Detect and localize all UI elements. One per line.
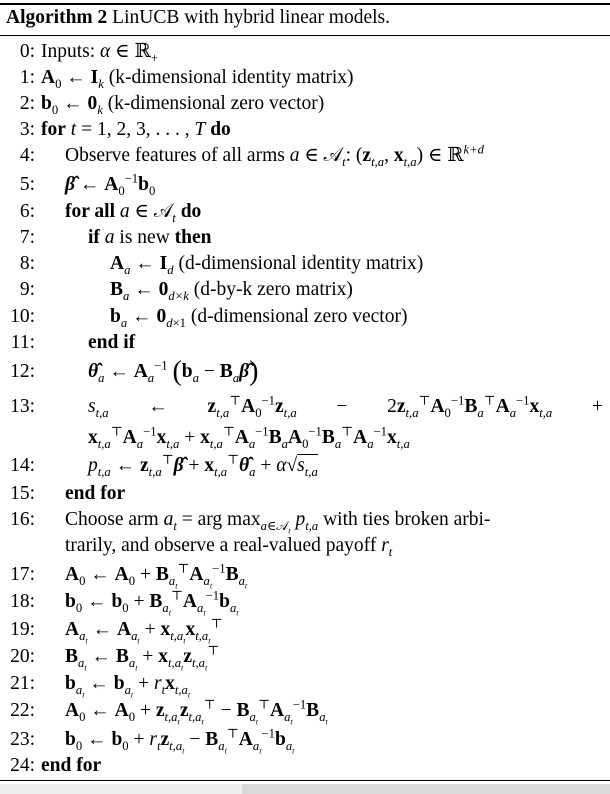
line-number: 6:	[19, 201, 35, 222]
algo-line-13-cont	[0, 425, 610, 451]
algo-line-10	[0, 304, 610, 330]
line-body: $B_{a_t}$ ← $B_{a_t} + x_{t,a_t}z_{t,a_t}^⊤$	[65, 643, 220, 673]
algo-line-24	[0, 753, 610, 779]
line-body: $A_0$ ← $A_0 + z_{t,a_t}z_{t,a_t}^⊤ - B_{a_t}^⊤A_{a_t}^{-1}B_{a_t}$	[65, 697, 328, 727]
algo-line-8	[0, 251, 610, 277]
line-number: 18:	[10, 591, 35, 612]
algo-line-6	[0, 199, 610, 225]
line-number: 9:	[19, 279, 35, 300]
observe-text: Observe features of all arms	[65, 145, 285, 166]
caption-rule	[0, 35, 610, 36]
line-number: 15:	[10, 483, 35, 504]
kw-for-all: for all	[65, 201, 116, 222]
algo-line-12	[0, 356, 610, 388]
algo-line-17	[0, 561, 610, 591]
kw-for: for	[41, 119, 66, 140]
kw-then: then	[174, 227, 212, 248]
kw-end-for-final: end for	[41, 755, 102, 776]
algo-line-9	[0, 277, 610, 303]
line-body: $b_0$ ← $0_k$ (k-dimensional zero vector)	[41, 93, 325, 117]
kw-do: do	[180, 201, 202, 222]
algo-line-4	[0, 143, 610, 169]
line-body: $x_{t,a}^⊤A_a^{-1}x_{t,a} + x_{t,a}^⊤A_a^{-1}B_aA_0^{-1}B_a^⊤A_a^{-1}x_{t,a}$	[88, 424, 410, 451]
line-number: 21:	[10, 673, 35, 694]
line-number: 1:	[19, 67, 35, 88]
line-body: $A_{a_t}$ ← $A_{a_t} + x_{t,a_t}x_{t,a_t}^⊤$	[65, 616, 223, 646]
identity-note: (k-dimensional identity matrix)	[108, 67, 354, 88]
d-zero-note: (d-dimensional zero vector)	[190, 306, 408, 327]
algo-line-20	[0, 643, 610, 673]
line-body: $s_{t,a}$ ← $z_{t,a}^⊤A_0^{-1}z_{t,a}$ − $2z_{t,a}^⊤A_0^{-1}B_a^⊤A_a^{-1}x_{t,a}$ +	[88, 393, 603, 420]
line-body: $b_a$ ← $0_{d\times 1}$ (d-dimensional zero vector)	[110, 306, 408, 330]
algorithm-caption	[6, 7, 390, 29]
algo-line-7	[0, 225, 610, 251]
caption-label: Algorithm 2	[6, 7, 108, 28]
algo-line-18	[0, 588, 610, 618]
algo-line-14	[0, 453, 610, 479]
line-body: $b_0$ ← $b_0 + r_tz_{t,a_t} - B_{a_t}^⊤A_{a_t}^{-1}b_{a_t}$	[65, 726, 295, 756]
bottom-strip-dark	[242, 784, 610, 794]
line-body: β̂ ← $A_0^{-1}b_0$	[65, 171, 156, 198]
line-number: 4:	[19, 145, 35, 166]
line-body: $A_a$ ← $I_d$ (d-dimensional identity matrix)	[110, 253, 424, 277]
inputs-label: Inputs:	[41, 41, 96, 62]
line-body: for t = 1, 2, 3, . . . , T do	[41, 119, 231, 140]
line-number: 5:	[19, 174, 35, 195]
kw-do: do	[210, 119, 231, 140]
line-number: 0:	[19, 41, 35, 62]
line-number: 2:	[19, 93, 35, 114]
line-number: 8:	[19, 253, 35, 274]
line-body: $b_{a_t}$ ← $b_{a_t} + r_tx_{t,a_t}$	[65, 673, 191, 700]
algo-line-16-cont	[0, 533, 610, 559]
bottom-rule	[0, 780, 610, 781]
trarily-text: trarily, and observe a real-valued payoff	[65, 535, 377, 556]
algo-line-1	[0, 65, 610, 91]
caption-text: LinUCB with hybrid linear models.	[112, 7, 391, 28]
line-body: $B_a$ ← $0_{d\times k}$ (d-by-k zero matrix)	[110, 279, 353, 303]
choose-text: Choose arm	[65, 509, 159, 530]
line-number: 24:	[10, 755, 35, 776]
line-number: 7:	[19, 227, 35, 248]
line-body: $A_0$ ← $A_0 + B_{a_t}^⊤A_{a_t}^{-1}B_{a_t}$	[65, 561, 248, 591]
line-body	[88, 330, 135, 356]
line-number: 11:	[10, 332, 35, 353]
algo-line-16	[0, 507, 610, 536]
line-body	[41, 753, 101, 779]
line-number: 19:	[10, 619, 35, 640]
line-number: 20:	[10, 646, 35, 667]
line-body: for all a ∈ 𝒜$_t$ do	[65, 201, 202, 225]
zero-note: (k-dimensional zero vector)	[107, 93, 325, 114]
line-body: $\thetâ_a$ ← $A_a^{-1}$ ($b_a$ − $B_a\betâ$)	[88, 356, 259, 387]
algo-line-2	[0, 91, 610, 117]
line-number: 22:	[10, 700, 35, 721]
line-body: trarily, and observe a real-valued payoff $r_t$	[65, 535, 393, 559]
line-body: $p_{t,a}$ ← $z_{t,a}^⊤\betâ$ + $x_{t,a}^⊤\thetâ_a + \alpha√s_{t,a}$	[88, 452, 318, 479]
algo-line-23	[0, 726, 610, 756]
ties-text: with ties broken arbi-	[323, 509, 491, 530]
line-body: Inputs: α ∈ ℝ$_+$	[41, 41, 158, 65]
algo-line-3	[0, 117, 610, 143]
algo-line-15	[0, 481, 610, 507]
is-new-text: is new	[119, 227, 170, 248]
algo-line-19	[0, 616, 610, 646]
kw-end-if: end if	[88, 332, 136, 353]
line-body: $b_0$ ← $b_0 + B_{a_t}^⊤A_{a_t}^{-1}b_{a_t}$	[65, 588, 239, 618]
kw-if: if	[88, 227, 100, 248]
line-number: 14:	[10, 455, 35, 476]
algo-line-11	[0, 330, 610, 356]
line-number: 13:	[10, 396, 35, 417]
line-body: if a is new then	[88, 227, 212, 248]
line-number: 10:	[10, 306, 35, 327]
line-number: 23:	[10, 729, 35, 750]
line-body: Observe features of all arms a ∈ 𝒜$_t$: ($z_{t,a}$, $x_{t,a}$) ∈ ℝ$^{k+d}$	[65, 142, 484, 169]
line-number: 12:	[10, 361, 35, 382]
line-number: 17:	[10, 564, 35, 585]
algo-line-5	[0, 172, 610, 198]
kw-end-for: end for	[65, 483, 126, 504]
line-body	[65, 481, 125, 507]
algo-line-22	[0, 697, 610, 727]
top-rule	[0, 3, 610, 5]
algo-line-13	[0, 394, 610, 420]
d-by-k-note: (d-by-k zero matrix)	[193, 279, 353, 300]
algo-line-0	[0, 39, 610, 65]
line-number: 16:	[10, 509, 35, 530]
line-body: $A_0$ ← $I_k$ (k-dimensional identity matrix)	[41, 67, 354, 91]
line-body: Choose arm $a_t$ = arg $\max_{a\in 𝒜_t} p_{t,a}$ with ties broken arbi-	[65, 509, 491, 536]
line-number: 3:	[19, 119, 35, 140]
algo-line-21	[0, 671, 610, 700]
d-identity-note: (d-dimensional identity matrix)	[178, 253, 424, 274]
